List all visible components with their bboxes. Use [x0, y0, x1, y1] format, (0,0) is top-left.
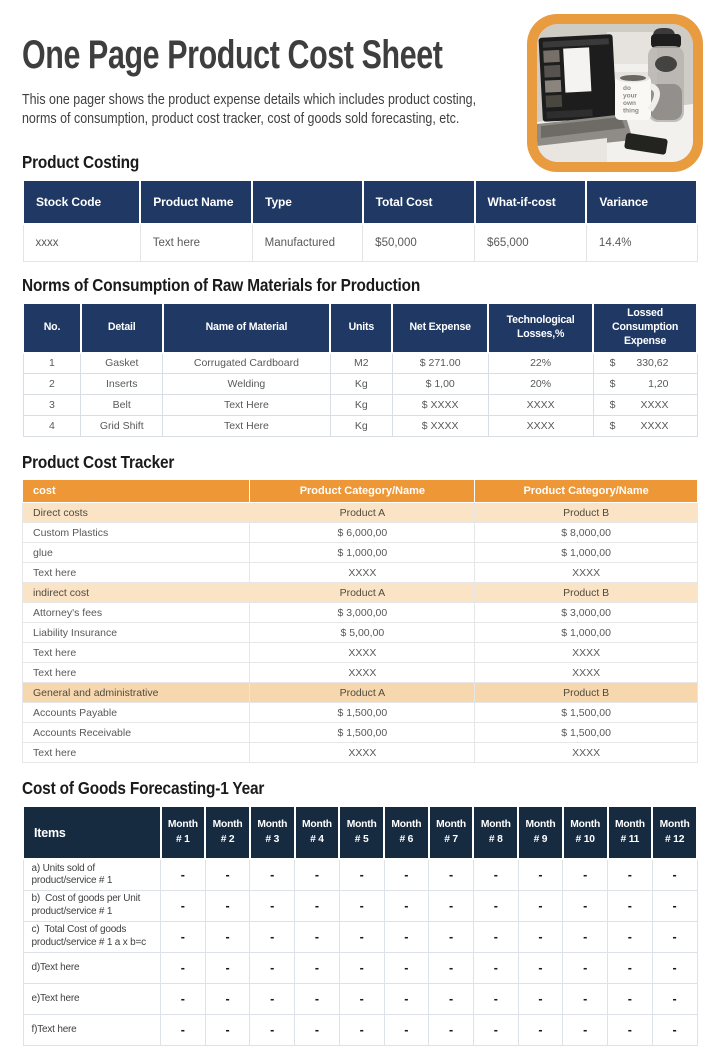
column-header: Product Category/Name — [475, 480, 698, 503]
table-cell: XXXX — [250, 563, 475, 583]
column-header: Product Name — [140, 180, 252, 224]
table-cell: Text here — [23, 563, 250, 583]
table-cell: Product A — [250, 503, 475, 523]
header-row — [23, 480, 698, 503]
value-cell: - — [295, 921, 340, 952]
month-number: # 12 — [664, 833, 685, 845]
table-cell: Text here — [23, 743, 250, 763]
item-label-cell: e)Text here — [23, 983, 161, 1014]
value-cell: - — [473, 983, 518, 1014]
forecast-row — [23, 859, 697, 890]
value-cell: - — [652, 983, 697, 1014]
item-label-cell: c) Total Cost of goods product/service # 1 a x b=c — [23, 921, 161, 952]
table-header — [23, 806, 697, 859]
table-header — [23, 303, 697, 352]
table-cell: Welding — [163, 374, 331, 395]
value-cell: - — [205, 1014, 250, 1045]
value-cell: - — [384, 890, 429, 921]
month-word: Month — [257, 818, 288, 830]
table-cell: $ 5,00,00 — [250, 623, 475, 643]
value-cell: - — [518, 921, 563, 952]
table-cell: M2 — [330, 353, 392, 374]
column-header: Total Cost — [363, 180, 475, 224]
section-heading-tracker — [22, 452, 698, 472]
split-cell — [596, 399, 695, 411]
table-cell: Direct costs — [23, 503, 250, 523]
table-cell: Text Here — [163, 416, 331, 437]
item-label-cell: f)Text here — [23, 1014, 161, 1045]
value-cell: - — [339, 983, 384, 1014]
thumbnail — [546, 95, 563, 108]
forecast-row — [23, 983, 697, 1014]
table-cell: $ 1,500,00 — [475, 703, 698, 723]
cost-of-goods-forecasting-table — [22, 805, 698, 1046]
table-header — [23, 480, 698, 503]
mug-text-word: your — [623, 92, 638, 100]
column-header: cost — [23, 480, 250, 503]
mug — [615, 74, 657, 121]
table-cell: 22% — [488, 353, 593, 374]
screen-panel — [563, 47, 591, 92]
section-heading-norms — [22, 275, 698, 295]
forecast-row — [23, 1014, 697, 1045]
month-word: Month — [525, 818, 556, 830]
table-cell: XXXX — [250, 643, 475, 663]
value-cell: - — [295, 952, 340, 983]
table-cell: $ 1,000,00 — [250, 543, 475, 563]
value-cell: - — [384, 859, 429, 890]
table-cell: Manufactured — [252, 224, 363, 262]
table-cell: Accounts Receivable — [23, 723, 250, 743]
split-cell — [596, 378, 695, 390]
value-cell: - — [473, 890, 518, 921]
subtitle-line-1: This one pager shows the product expense details which includes product costing, — [22, 92, 477, 108]
month-number: # 11 — [620, 833, 640, 845]
product-costing-row — [23, 224, 697, 262]
month-column-header — [295, 806, 340, 859]
value-cell: - — [161, 859, 206, 890]
month-word: Month — [659, 818, 690, 830]
mug-text-word: thing — [623, 107, 639, 115]
section-heading-text: Norms of Consumption of Raw Materials for Production — [22, 275, 421, 296]
thumbnail — [543, 50, 560, 63]
item-label-cell: a) Units sold of product/service # 1 — [23, 859, 161, 890]
table-cell: Kg — [330, 395, 392, 416]
thumbnail — [545, 80, 562, 93]
value-cell: - — [205, 921, 250, 952]
month-number: # 4 — [310, 833, 324, 845]
month-word: Month — [212, 818, 243, 830]
value-cell: - — [250, 890, 295, 921]
table-cell: $50,000 — [363, 224, 475, 262]
column-header: Type — [252, 180, 363, 224]
value-cell: - — [429, 952, 474, 983]
month-word: Month — [480, 818, 511, 830]
month-word: Month — [391, 818, 422, 830]
tracker-row — [23, 603, 698, 623]
month-number: # 6 — [399, 833, 414, 845]
month-number: # 2 — [220, 833, 235, 845]
table-cell: $ 1,000,00 — [475, 623, 698, 643]
table-cell: $ XXXX — [392, 395, 488, 416]
product-costing-table — [22, 179, 698, 262]
value-cell: - — [608, 921, 653, 952]
value-cell: - — [250, 983, 295, 1014]
tracker-row — [23, 623, 698, 643]
currency-symbol: $ — [609, 399, 616, 412]
table-cell: Text here — [140, 224, 252, 262]
section-heading-text: Cost of Goods Forecasting-1 Year — [22, 778, 265, 799]
month-column-header — [161, 806, 206, 859]
table-cell: XXXX — [488, 395, 593, 416]
value-cell: - — [250, 921, 295, 952]
table-cell: $ 1,500,00 — [250, 723, 475, 743]
table-cell — [593, 416, 697, 437]
norms-row — [23, 353, 697, 374]
month-word: Month — [302, 818, 332, 830]
value-cell: - — [384, 983, 429, 1014]
table-cell — [593, 353, 697, 374]
table-cell: $ 271.00 — [392, 353, 488, 374]
header-row — [23, 806, 697, 859]
month-word: Month — [346, 818, 377, 830]
table-cell: Liability Insurance — [23, 623, 250, 643]
month-column-header — [608, 806, 653, 859]
subtitle-line-2: norms of consumption, product cost tracker, cost of goods sold forecasting, etc. — [22, 110, 460, 127]
month-word: Month — [167, 818, 198, 830]
table-cell: Grid Shift — [81, 416, 163, 437]
header-row — [23, 303, 697, 352]
month-number: # 3 — [265, 833, 280, 845]
value-cell: - — [161, 1014, 206, 1045]
value-cell: - — [205, 890, 250, 921]
month-column-header — [518, 806, 563, 859]
table-cell: Kg — [330, 374, 392, 395]
value-cell: - — [473, 859, 518, 890]
value-cell: - — [161, 890, 206, 921]
table-body — [23, 353, 697, 437]
page-title-text: One Page Product Cost Sheet — [22, 33, 443, 77]
bottle-cap — [651, 34, 681, 48]
table-cell: 1 — [23, 353, 81, 374]
tracker-row — [23, 643, 698, 663]
table-cell: Belt — [81, 395, 163, 416]
tracker-row — [23, 563, 698, 583]
forecast-row — [23, 952, 697, 983]
table-cell: $ 1,00 — [392, 374, 488, 395]
value-cell: - — [563, 859, 608, 890]
column-header: Technological Losses,% — [488, 303, 593, 352]
value-cell: - — [384, 921, 429, 952]
table-cell: Inserts — [81, 374, 163, 395]
value-cell: - — [608, 983, 653, 1014]
value-cell: - — [563, 952, 608, 983]
desk-photo-illustration — [537, 24, 693, 162]
value-cell: - — [205, 983, 250, 1014]
amount: 330,62 — [636, 357, 669, 370]
table-cell: $ 6,000,00 — [250, 523, 475, 543]
value-cell: - — [429, 890, 474, 921]
value-cell: - — [250, 859, 295, 890]
table-cell: Text Here — [163, 395, 331, 416]
value-cell: - — [652, 1014, 697, 1045]
month-word: Month — [436, 818, 467, 830]
norms-row — [23, 395, 697, 416]
table-cell: 4 — [23, 416, 81, 437]
value-cell: - — [652, 952, 697, 983]
table-cell: XXXX — [488, 416, 593, 437]
amount: 1,20 — [648, 378, 669, 391]
laptop — [539, 34, 617, 122]
value-cell: - — [384, 952, 429, 983]
table-cell: $ 3,000,00 — [475, 603, 698, 623]
table-header — [23, 180, 697, 224]
section-heading-forecast — [22, 778, 698, 798]
value-cell: - — [339, 890, 384, 921]
table-cell: $ 1,500,00 — [250, 703, 475, 723]
column-header: Net Expense — [392, 303, 488, 352]
table-cell: Product B — [475, 503, 698, 523]
value-cell: - — [518, 859, 563, 890]
month-column-header — [205, 806, 250, 859]
value-cell: - — [473, 921, 518, 952]
value-cell: - — [518, 983, 563, 1014]
value-cell: - — [205, 859, 250, 890]
table-cell: XXXX — [475, 643, 698, 663]
split-cell — [596, 420, 695, 432]
value-cell: - — [518, 1014, 563, 1045]
column-header: Product Category/Name — [250, 480, 475, 503]
split-cell — [596, 357, 695, 369]
bottle-logo — [655, 56, 677, 72]
month-number: # 9 — [533, 833, 548, 845]
tracker-row — [23, 543, 698, 563]
value-cell: - — [161, 983, 206, 1014]
table-cell: XXXX — [250, 663, 475, 683]
table-cell: XXXX — [475, 663, 698, 683]
value-cell: - — [608, 952, 653, 983]
month-column-header — [250, 806, 295, 859]
value-cell: - — [563, 890, 608, 921]
table-cell: glue — [23, 543, 250, 563]
month-column-header — [429, 806, 474, 859]
amount: XXXX — [640, 399, 669, 412]
product-cost-tracker-table — [22, 479, 698, 763]
table-body — [23, 503, 698, 763]
month-word: Month — [614, 818, 645, 830]
currency-symbol: $ — [609, 420, 616, 433]
value-cell: - — [652, 921, 697, 952]
table-body — [23, 859, 697, 1045]
table-cell: $ 1,000,00 — [475, 543, 698, 563]
month-number: # 1 — [175, 833, 190, 845]
table-body — [23, 224, 697, 262]
table-cell: Text here — [23, 663, 250, 683]
table-cell: Product A — [250, 583, 475, 603]
table-cell: XXXX — [475, 563, 698, 583]
thumbnail — [544, 65, 561, 78]
tracker-group-row — [23, 683, 698, 703]
table-cell: Attorney's fees — [23, 603, 250, 623]
table-cell: $65,000 — [475, 224, 587, 262]
table-cell: 14.4% — [586, 224, 697, 262]
table-cell: Accounts Payable — [23, 703, 250, 723]
value-cell: - — [518, 890, 563, 921]
forecast-row — [23, 921, 697, 952]
value-cell: - — [608, 859, 653, 890]
forecast-row — [23, 890, 697, 921]
value-cell: - — [339, 859, 384, 890]
column-header: Detail — [81, 303, 163, 352]
table-cell: 3 — [23, 395, 81, 416]
month-column-header — [652, 806, 697, 859]
value-cell: - — [429, 983, 474, 1014]
table-cell: xxxx — [23, 224, 140, 262]
value-cell: - — [429, 859, 474, 890]
month-column-header — [339, 806, 384, 859]
table-cell — [593, 395, 697, 416]
items-column-header: Items — [23, 806, 161, 859]
tracker-row — [23, 703, 698, 723]
value-cell: - — [295, 983, 340, 1014]
table-cell: Text here — [23, 643, 250, 663]
table-cell: $ 1,500,00 — [475, 723, 698, 743]
currency-symbol: $ — [609, 378, 616, 391]
table-cell: $ XXXX — [392, 416, 488, 437]
value-cell: - — [339, 952, 384, 983]
mug-text-word: do — [623, 85, 631, 92]
header-row — [23, 180, 697, 224]
table-cell: Product B — [475, 583, 698, 603]
value-cell: - — [295, 859, 340, 890]
column-header: Name of Material — [163, 303, 331, 352]
tracker-group-row — [23, 503, 698, 523]
table-cell: 2 — [23, 374, 81, 395]
photo-frame — [527, 14, 703, 172]
column-header: What-if-cost — [475, 180, 587, 224]
month-column-header — [384, 806, 429, 859]
table-cell — [593, 374, 697, 395]
value-cell: - — [429, 921, 474, 952]
table-cell: General and administrative — [23, 683, 250, 703]
month-column-header — [473, 806, 518, 859]
month-word: Month — [570, 818, 601, 830]
item-label-cell: b) Cost of goods per Unit product/service # 1 — [23, 890, 161, 921]
table-cell: Corrugated Cardboard — [163, 353, 331, 374]
column-header: Stock Code — [23, 180, 140, 224]
mug-coffee — [620, 75, 646, 81]
tracker-row — [23, 723, 698, 743]
month-number: # 5 — [354, 833, 369, 845]
norms-row — [23, 374, 697, 395]
column-header: Units — [330, 303, 392, 352]
value-cell: - — [652, 859, 697, 890]
page-subtitle — [22, 91, 538, 128]
table-cell: 20% — [488, 374, 593, 395]
value-cell: - — [384, 1014, 429, 1045]
value-cell: - — [608, 1014, 653, 1045]
currency-symbol: $ — [609, 357, 616, 370]
table-cell: Product A — [250, 683, 475, 703]
value-cell: - — [563, 983, 608, 1014]
table-cell: Gasket — [81, 353, 163, 374]
value-cell: - — [295, 1014, 340, 1045]
amount: XXXX — [640, 420, 669, 433]
value-cell: - — [608, 890, 653, 921]
table-cell: XXXX — [475, 743, 698, 763]
value-cell: - — [652, 890, 697, 921]
norms-row — [23, 416, 697, 437]
value-cell: - — [339, 1014, 384, 1045]
value-cell: - — [518, 952, 563, 983]
value-cell: - — [161, 952, 206, 983]
value-cell: - — [429, 1014, 474, 1045]
table-cell: $ 8,000,00 — [475, 523, 698, 543]
item-label-cell: d)Text here — [23, 952, 161, 983]
value-cell: - — [473, 1014, 518, 1045]
value-cell: - — [563, 921, 608, 952]
month-number: # 8 — [488, 833, 503, 845]
tracker-row — [23, 743, 698, 763]
tracker-row — [23, 523, 698, 543]
value-cell: - — [295, 890, 340, 921]
desk-photo — [537, 24, 693, 162]
value-cell: - — [161, 921, 206, 952]
column-header: Lossed Consumption Expense — [593, 303, 697, 352]
tracker-row — [23, 663, 698, 683]
table-cell: $ 3,000,00 — [250, 603, 475, 623]
norms-of-consumption-table — [22, 302, 698, 437]
month-number: # 7 — [444, 833, 458, 845]
column-header: Variance — [586, 180, 697, 224]
table-cell: XXXX — [250, 743, 475, 763]
month-number: # 10 — [575, 833, 595, 845]
value-cell: - — [473, 952, 518, 983]
value-cell: - — [250, 1014, 295, 1045]
table-cell: Kg — [330, 416, 392, 437]
value-cell: - — [339, 921, 384, 952]
table-cell: Product B — [475, 683, 698, 703]
section-heading-text: Product Costing — [22, 152, 140, 173]
mug-text-word: own — [623, 100, 636, 107]
value-cell: - — [205, 952, 250, 983]
table-cell: indirect cost — [23, 583, 250, 603]
section-heading-text: Product Cost Tracker — [22, 452, 175, 473]
table-cell: Custom Plastics — [23, 523, 250, 543]
month-column-header — [563, 806, 608, 859]
value-cell: - — [563, 1014, 608, 1045]
column-header: No. — [23, 303, 81, 352]
tracker-group-row — [23, 583, 698, 603]
value-cell: - — [250, 952, 295, 983]
